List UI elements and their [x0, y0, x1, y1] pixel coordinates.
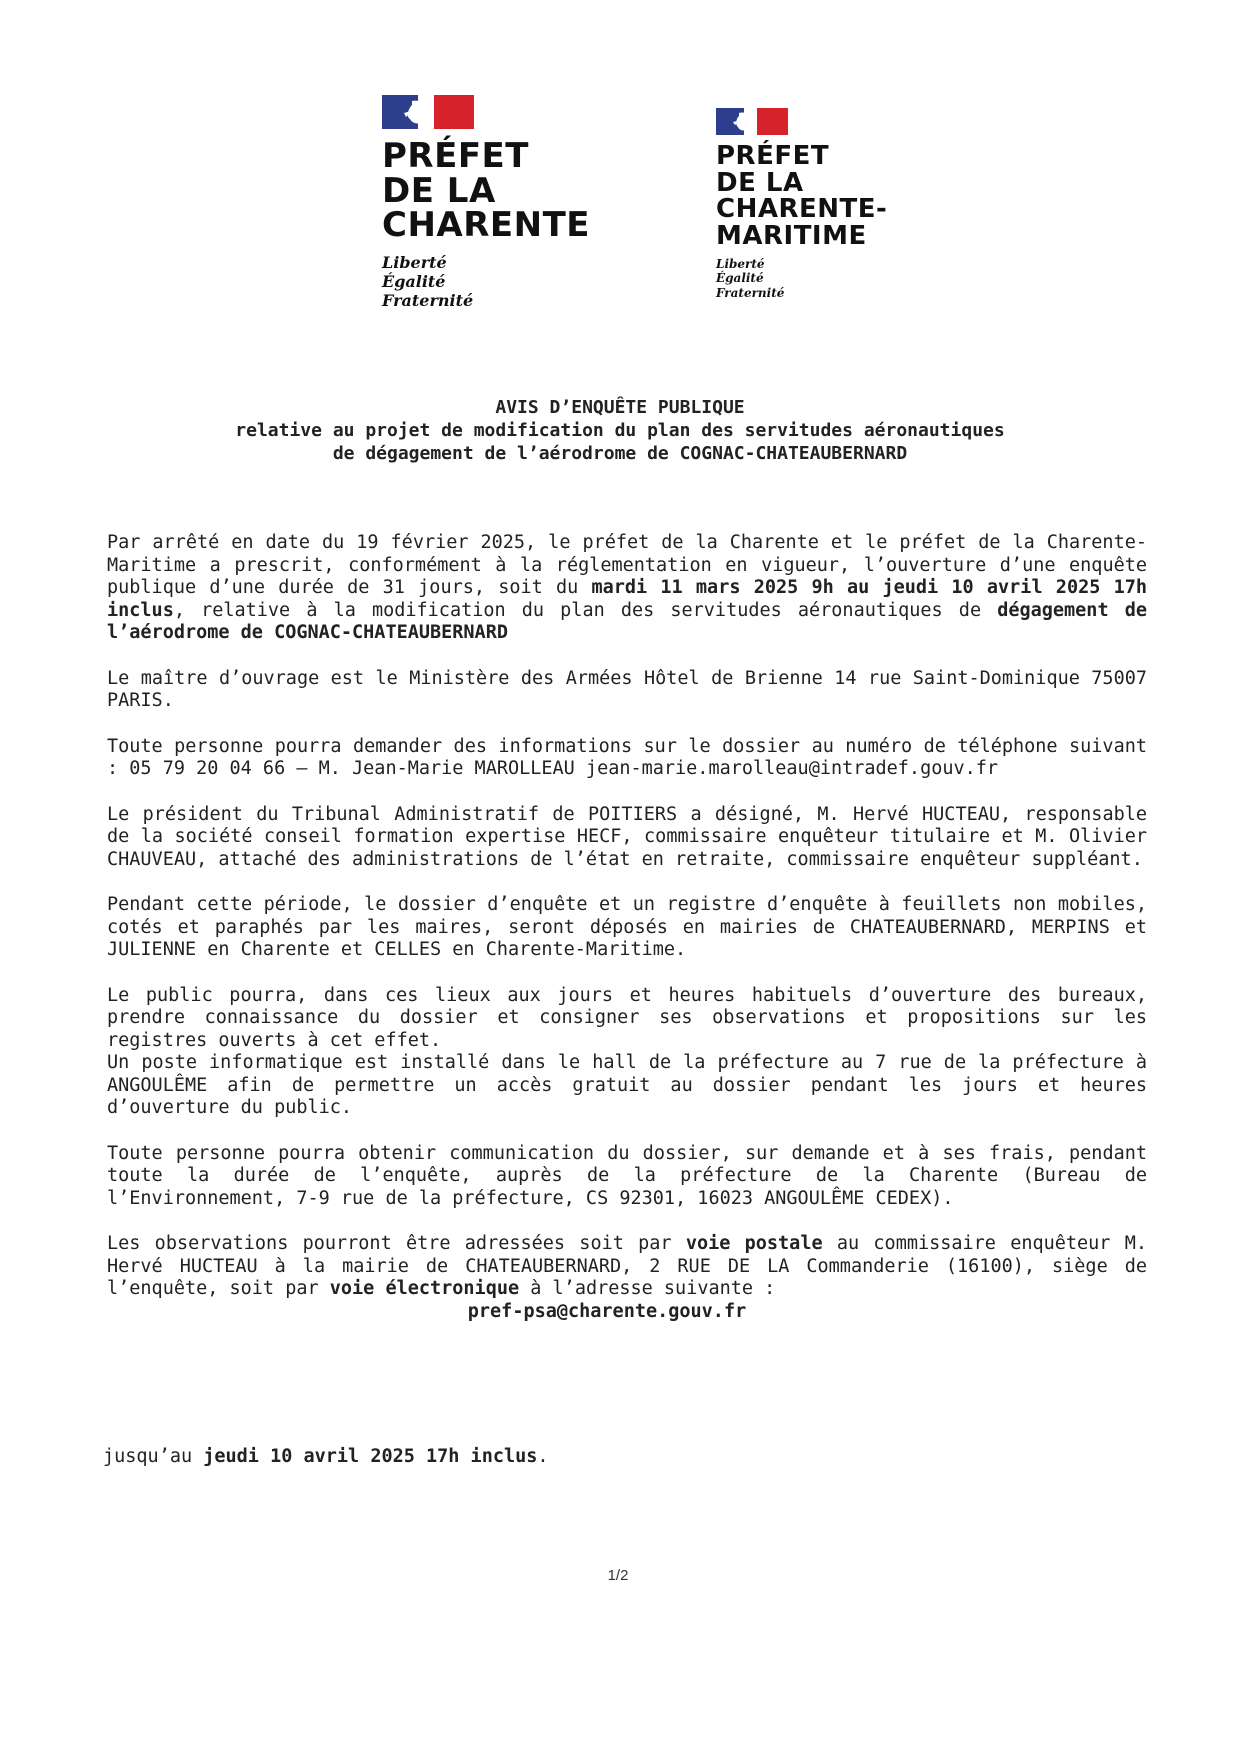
aerodrome-name: dégagement de l’aérodrome de COGNAC-CHATEAUBERNARD — [107, 599, 1147, 643]
paragraph-contact: Toute personne pourra demander des informations sur le dossier au numéro de téléphone suivant : 05 79 20 04 66 – M. Jean-Marie MAROLLEAU jean-marie.marolleau@intradef.gouv.fr — [107, 735, 1147, 779]
paragraph-observations: Les observations pourront être adressées soit par voie postale au commissaire enquêteur M. Hervé HUCTEAU à la mairie de CHATEAUBERNARD, 2 RUE DE LA Commanderie (16100), siège de l’enquête, soit par voie électronique à l’adresse suivante : — [107, 1233, 1147, 1299]
deadline-line: jusqu’au jeudi 10 avril 2025 17h inclus. — [103, 1446, 549, 1467]
marianne-flag-icon — [716, 108, 788, 135]
heading-subtitle-1: relative au projet de modification du plan des servitudes aéronautiques — [235, 420, 1005, 441]
paragraph-commissioners: Le président du Tribunal Administratif de POITIERS a désigné, M. Hervé HUCTEAU, responsable de la société conseil formation expertise HECF, commissaire enquêteur titulaire et M. Olivier CHAUVEAU, attaché des administrations de l’état en retraite, commissaire enquêteur suppléant. — [107, 803, 1147, 870]
heading-title: AVIS D’ENQUÊTE PUBLIQUE — [495, 397, 745, 418]
notice-heading — [140, 396, 1100, 465]
paragraph-communication: Toute personne pourra obtenir communication du dossier, sur demande et à ses frais, pendant toute la durée de l’enquête, auprès de la préfecture de la Charente (Bureau de l’Environnement, 7-9 rue de la préfecture, CS 92301, 16023 ANGOULÊME CEDEX). — [107, 1142, 1147, 1209]
republic-motto: Liberté Égalité Fraternité — [716, 257, 785, 300]
inquiry-dates: mardi 11 mars 2025 9h au jeudi 10 avril 2025 17h inclus — [107, 577, 1147, 621]
prefet-charente-logo — [382, 95, 590, 311]
prefet-charente-maritime-logo — [716, 108, 887, 300]
republic-motto: Liberté Égalité Fraternité — [382, 253, 474, 311]
heading-subtitle-2: de dégagement de l’aérodrome de COGNAC-CHATEAUBERNARD — [332, 443, 908, 464]
contact-email: pref-psa@charente.gouv.fr — [467, 1300, 747, 1322]
page-number: 1/2 — [607, 1567, 629, 1584]
marianne-flag-icon — [382, 95, 474, 129]
logo-title: PRÉFET DE LA CHARENTE- MARITIME — [716, 141, 888, 251]
paragraph-computer-access: Un poste informatique est installé dans le hall de la préfecture au 7 rue de la préfecture à ANGOULÊME afin de permettre un accès gratuit au dossier pendant les jours et heures d’ouverture du public. — [107, 1052, 1147, 1118]
logo-title: PRÉFET DE LA CHARENTE — [382, 136, 590, 246]
paragraph-public-access: Le public pourra, dans ces lieux aux jours et heures habituels d’ouverture des bureaux, prendre connaissance du dossier et consigner ses observations et propositions sur les registres ouverts à cet effet. — [107, 984, 1147, 1051]
deadline-date: jeudi 10 avril 2025 17h inclus — [203, 1446, 538, 1467]
paragraph-decree: Par arrêté en date du 19 février 2025, le préfet de la Charente et le préfet de la Charente-Maritime a prescrit, conformément à la réglementation en vigueur, l’ouverture d’une enquête publique d’une durée de 31 jours, soit du mardi 11 mars 2025 9h au jeudi 10 avril 2025 17h inclus, relative à la modification du plan des servitudes aéronautiques de dégagement de l’aérodrome de COGNAC-CHATEAUBERNARD — [107, 532, 1147, 643]
notice-body — [107, 532, 1147, 1323]
paragraph-project-owner: Le maître d’ouvrage est le Ministère des Armées Hôtel de Brienne 14 rue Saint-Dominique 75007 PARIS. — [107, 667, 1147, 711]
paragraph-registers: Pendant cette période, le dossier d’enquête et un registre d’enquête à feuillets non mobiles, cotés et paraphés par les maires, seront déposés en mairies de CHATEAUBERNARD, MERPINS et JULIENNE en Charente et CELLES en Charente-Maritime. — [107, 894, 1147, 960]
